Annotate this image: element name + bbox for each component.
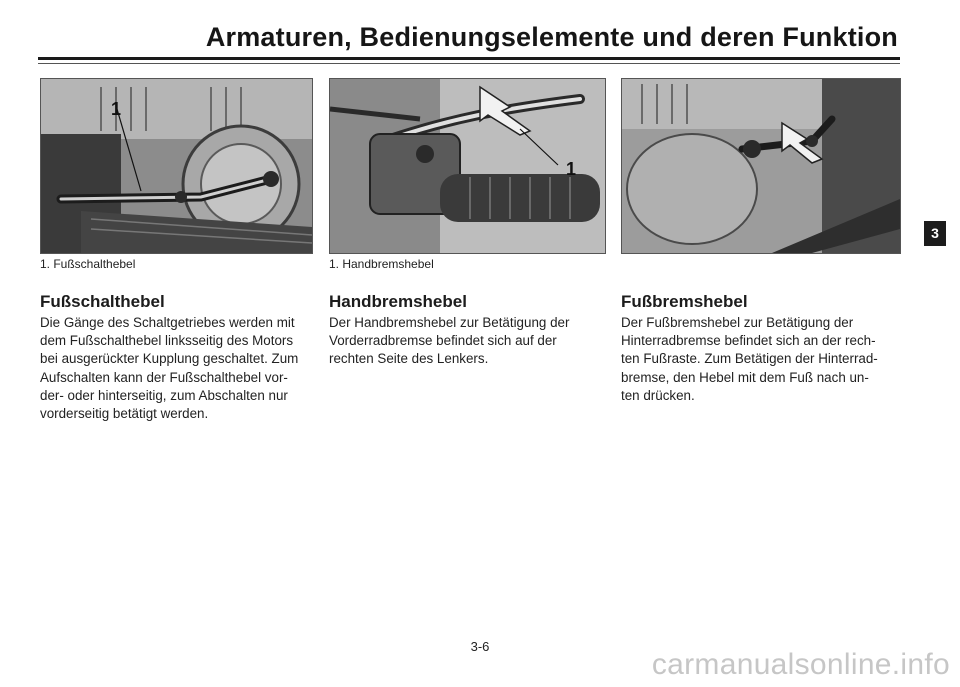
text-line: bremse, den Hebel mit dem Fuß nach un- bbox=[621, 369, 869, 385]
heading-hand-brake-lever: Handbremshebel bbox=[329, 292, 467, 311]
callout-number: 1 bbox=[111, 99, 122, 119]
body-foot-brake-lever bbox=[621, 314, 878, 405]
text-line: ten Fußraste. Zum Betätigen der Hinterrad- bbox=[621, 351, 878, 367]
text-line: vorderseitig betätigt werden. bbox=[40, 406, 209, 422]
caption-hand-brake-lever: 1. Handbremshebel bbox=[329, 257, 434, 271]
text-line: ten drücken. bbox=[621, 387, 695, 403]
text-line: Der Handbremshebel zur Betätigung der bbox=[329, 315, 570, 330]
chapter-tab: 3 bbox=[924, 221, 946, 246]
heading-shift-lever: Fußschalthebel bbox=[40, 292, 165, 311]
watermark: carmanualsonline.info bbox=[651, 648, 950, 681]
body-shift-lever bbox=[40, 314, 298, 423]
callout-number: 1 bbox=[566, 159, 577, 179]
text-line: Aufschalten kann der Fußschalthebel vor- bbox=[40, 369, 288, 385]
caption-shift-lever: 1. Fußschalthebel bbox=[40, 257, 136, 271]
photo-foot-brake-lever bbox=[621, 78, 901, 254]
photo-hand-brake-lever bbox=[329, 78, 606, 254]
text-line: der- oder hinterseitig, zum Abschalten nur bbox=[40, 387, 288, 403]
text-line: Die Gänge des Schaltgetriebes werden mit bbox=[40, 315, 295, 330]
body-hand-brake-lever bbox=[329, 314, 569, 369]
text-line: Der Fußbremshebel zur Betätigung der bbox=[621, 315, 854, 330]
text-line: dem Fußschalthebel linksseitig des Motors bbox=[40, 333, 294, 349]
page-number: 3-6 bbox=[470, 639, 490, 654]
text-line: Vorderradbremse befindet sich auf der bbox=[329, 333, 557, 349]
text-line: Hinterradbremse befindet sich an der rech- bbox=[621, 333, 876, 349]
header-rule-thick bbox=[38, 57, 900, 60]
text-line: bei ausgerückter Kupplung geschaltet. Zum bbox=[40, 351, 299, 367]
text-line: rechten Seite des Lenkers. bbox=[329, 351, 489, 367]
photo-shift-lever bbox=[40, 78, 313, 254]
page-title: Armaturen, Bedienungselemente und deren Funktion bbox=[205, 22, 898, 52]
header-rule-thin bbox=[38, 63, 900, 64]
heading-foot-brake-lever: Fußbremshebel bbox=[621, 292, 748, 311]
